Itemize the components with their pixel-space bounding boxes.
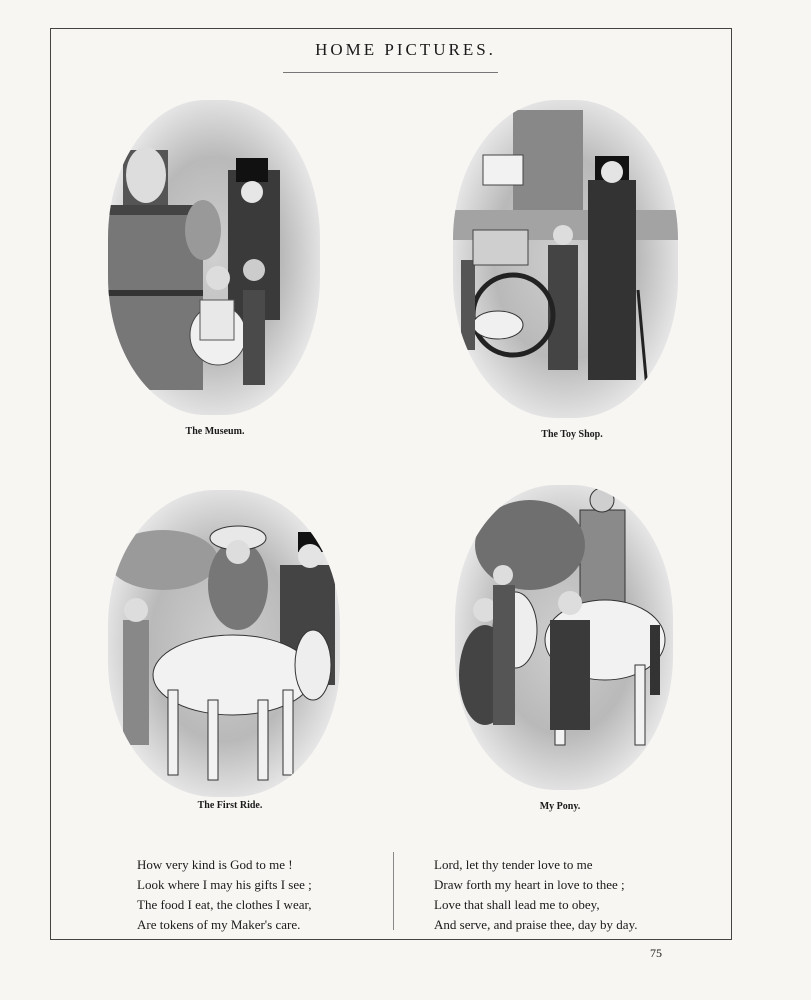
poem-line: Lord, let thy tender love to me bbox=[434, 857, 593, 872]
illustration-my-pony bbox=[455, 485, 673, 790]
page-title: HOME PICTURES. bbox=[315, 40, 496, 59]
poem-line: Love that shall lead me to obey, bbox=[434, 897, 600, 912]
poem-line: Draw forth my heart in love to thee ; bbox=[434, 877, 625, 892]
poem-right-stanza bbox=[434, 855, 637, 935]
poem-line: The food I eat, the clothes I wear, bbox=[137, 897, 312, 912]
title-rule bbox=[283, 72, 498, 73]
poem-line: And serve, and praise thee, day by day. bbox=[434, 917, 638, 932]
caption-toy-shop: The Toy Shop. bbox=[541, 429, 603, 440]
caption-first-ride: The First Ride. bbox=[197, 800, 263, 811]
illustration-toy-shop bbox=[453, 100, 678, 418]
poem-left-stanza bbox=[137, 855, 312, 935]
poem-line: Look where I may his gifts I see ; bbox=[137, 877, 312, 892]
illustration-museum bbox=[108, 100, 320, 415]
poem-line: Are tokens of my Maker's care. bbox=[137, 917, 301, 932]
caption-museum: The Museum. bbox=[185, 426, 245, 437]
caption-my-pony: My Pony. bbox=[539, 801, 581, 812]
page-number: 75 bbox=[650, 946, 662, 960]
illustration-first-ride bbox=[108, 490, 340, 797]
stanza-divider bbox=[393, 852, 394, 930]
poem-line: How very kind is God to me ! bbox=[137, 857, 293, 872]
